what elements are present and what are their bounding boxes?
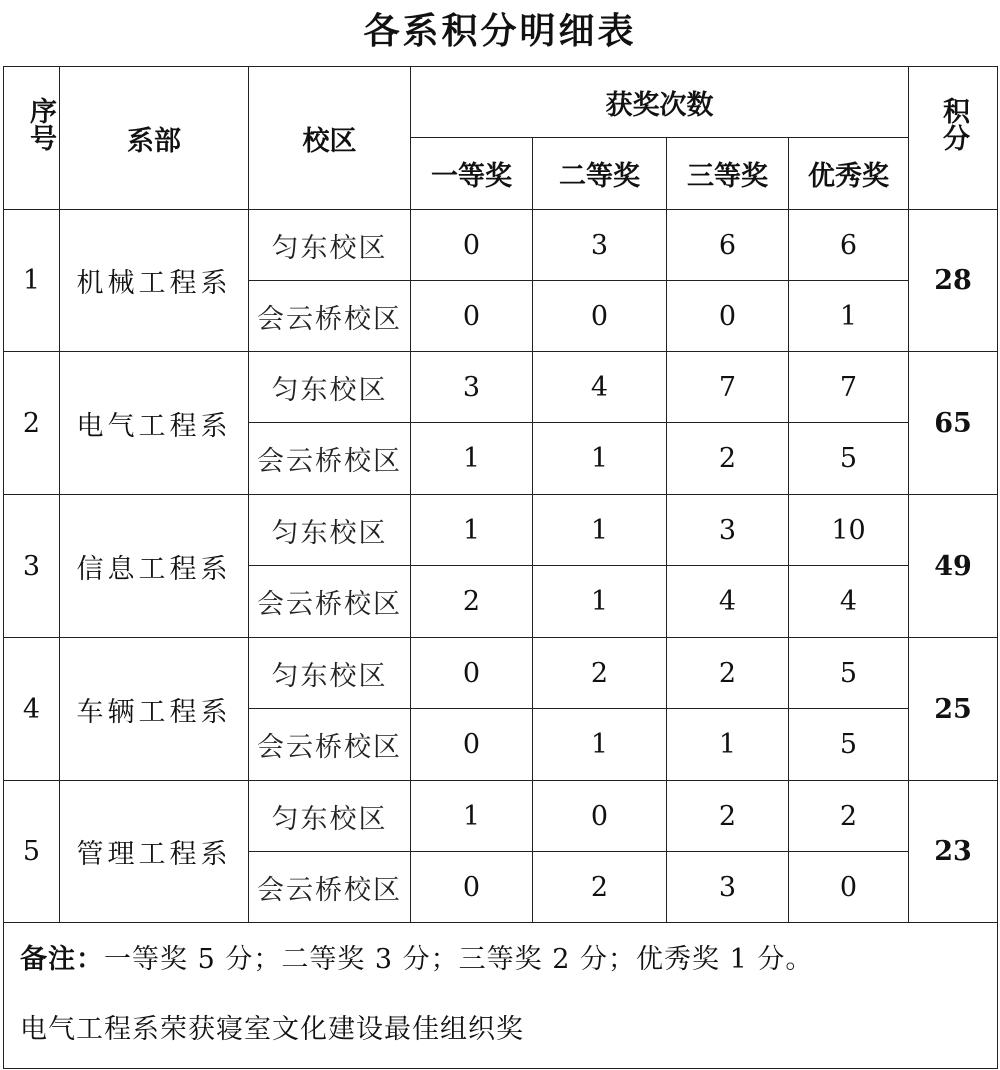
header-score: [909, 67, 998, 210]
campus-name: 匀东校区: [249, 495, 411, 566]
excellent-prize-count: 10: [789, 495, 909, 566]
third-prize-count: 1: [667, 709, 789, 781]
excellent-prize-count: 5: [789, 638, 909, 709]
third-prize-count: 3: [667, 495, 789, 566]
row-index: 4: [4, 638, 60, 781]
excellent-prize-count: 5: [789, 709, 909, 781]
table-row: [4, 781, 998, 852]
second-prize-count: 2: [533, 852, 667, 923]
second-prize-count: 1: [533, 709, 667, 781]
first-prize-count: 1: [411, 781, 533, 852]
first-prize-count: 0: [411, 709, 533, 781]
notes-cell: [4, 923, 998, 1069]
campus-name: 会云桥校区: [249, 423, 411, 495]
header-excellent-prize: 优秀奖: [789, 138, 909, 210]
row-index: 1: [4, 210, 60, 352]
header-department: 系部: [60, 67, 249, 210]
third-prize-count: 4: [667, 566, 789, 638]
excellent-prize-count: 7: [789, 352, 909, 423]
campus-name: 匀东校区: [249, 210, 411, 281]
header-first-prize: 一等奖: [411, 138, 533, 210]
header-row: [4, 67, 998, 138]
row-index: 2: [4, 352, 60, 495]
department-name: 机械工程系: [60, 210, 249, 352]
third-prize-count: 2: [667, 638, 789, 709]
score-total: 65: [909, 352, 998, 495]
excellent-prize-count: 0: [789, 852, 909, 923]
second-prize-count: 0: [533, 781, 667, 852]
row-index: 3: [4, 495, 60, 638]
third-prize-count: 6: [667, 210, 789, 281]
third-prize-count: 2: [667, 423, 789, 495]
first-prize-count: 3: [411, 352, 533, 423]
excellent-prize-count: 4: [789, 566, 909, 638]
notes-award-line: 电气工程系荣获寝室文化建设最佳组织奖: [20, 1014, 524, 1045]
page-title: 各系积分明细表: [363, 10, 637, 52]
header-score-label: 积分: [938, 97, 969, 151]
second-prize-count: 0: [533, 281, 667, 352]
third-prize-count: 2: [667, 781, 789, 852]
header-campus: 校区: [249, 67, 411, 210]
score-total: 25: [909, 638, 998, 781]
first-prize-count: 0: [411, 210, 533, 281]
first-prize-count: 1: [411, 495, 533, 566]
excellent-prize-count: 5: [789, 423, 909, 495]
notes-scoring-text: 一等奖 5 分；二等奖 3 分；三等奖 2 分；优秀奖 1 分。: [104, 944, 814, 975]
second-prize-count: 1: [533, 423, 667, 495]
table-row: [4, 495, 998, 566]
third-prize-count: 0: [667, 281, 789, 352]
score-total: 28: [909, 210, 998, 352]
third-prize-count: 7: [667, 352, 789, 423]
table-row: [4, 210, 998, 281]
header-third-prize: 三等奖: [667, 138, 789, 210]
excellent-prize-count: 2: [789, 781, 909, 852]
first-prize-count: 0: [411, 281, 533, 352]
second-prize-count: 2: [533, 638, 667, 709]
first-prize-count: 1: [411, 423, 533, 495]
campus-name: 会云桥校区: [249, 566, 411, 638]
campus-name: 匀东校区: [249, 638, 411, 709]
table-row: [4, 352, 998, 423]
second-prize-count: 4: [533, 352, 667, 423]
excellent-prize-count: 1: [789, 281, 909, 352]
second-prize-count: 1: [533, 495, 667, 566]
notes-label: 备注：: [20, 944, 104, 975]
notes-scoring-line: [20, 943, 997, 977]
third-prize-count: 3: [667, 852, 789, 923]
campus-name: 会云桥校区: [249, 709, 411, 781]
second-prize-count: 1: [533, 566, 667, 638]
department-name: 信息工程系: [60, 495, 249, 638]
header-index: [4, 67, 60, 210]
header-awards-group: 获奖次数: [411, 67, 909, 138]
table-row: [4, 638, 998, 709]
department-name: 电气工程系: [60, 352, 249, 495]
excellent-prize-count: 6: [789, 210, 909, 281]
first-prize-count: 0: [411, 638, 533, 709]
campus-name: 匀东校区: [249, 781, 411, 852]
score-total: 49: [909, 495, 998, 638]
notes-row: [4, 923, 998, 1069]
campus-name: 会云桥校区: [249, 852, 411, 923]
header-second-prize: 二等奖: [533, 138, 667, 210]
first-prize-count: 0: [411, 852, 533, 923]
campus-name: 匀东校区: [249, 352, 411, 423]
header-index-label: 序号: [25, 97, 56, 151]
score-total: 23: [909, 781, 998, 923]
department-name: 管理工程系: [60, 781, 249, 923]
score-table: [3, 66, 998, 1069]
second-prize-count: 3: [533, 210, 667, 281]
first-prize-count: 2: [411, 566, 533, 638]
row-index: 5: [4, 781, 60, 923]
campus-name: 会云桥校区: [249, 281, 411, 352]
department-name: 车辆工程系: [60, 638, 249, 781]
